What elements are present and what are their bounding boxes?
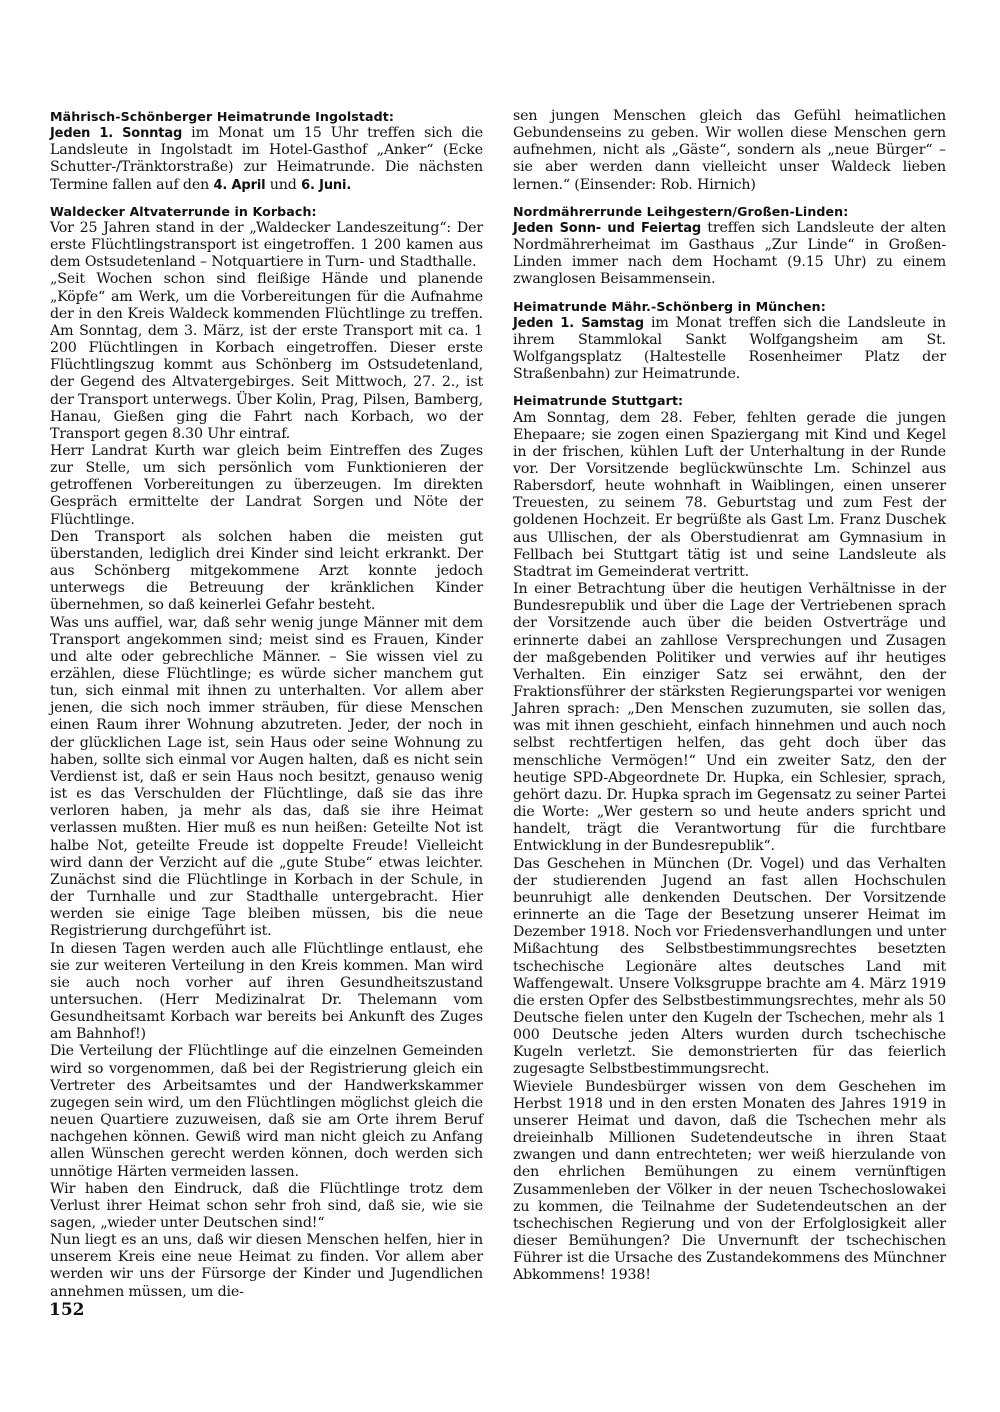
section-ingolstadt [50, 108, 483, 194]
lead-text: Jeden 1. Sonntag [50, 126, 183, 142]
paragraph: Den Transport als solchen haben die meisten gut überstanden, lediglich drei Kinder sind leicht erkrankt. Der aus Schönberg mitgekommene Arzt konnte jedoch unterwegs die Betreuung der kränklichen Kinder übernehmen, so daß keinerlei Gefahr besteht. [50, 528, 483, 614]
paragraph: „Seit Wochen schon sind fleißige Hände und planende „Köpfe“ am Werk, um die Vorbereitungen für die Aufnahme der in den Kreis Waldeck kommenden Flüchtlinge zu treffen. Am Sonntag, dem 3. März, ist der erste Transport mit ca. 1 200 Flüchtlingen in Korbach eingetroffen. Dieser erste Flüchtlingszug kommt aus Schönberg im Ostsudetenland, der Gegend des Altvatergebirges. Seit Mittwoch, 27. 2., ist der Transport unterwegs. Über Kolin, Prag, Pilsen, Bamberg, Hanau, Gießen ging die Fahrt nach Korbach, wo der Transport gegen 8.30 Uhr eintraf. [50, 271, 483, 442]
section-heading: Heimatrunde Stuttgart: [513, 393, 684, 409]
paragraph: Das Geschehen in München (Dr. Vogel) und das Verhalten der studierenden Jugend an fast allen Hochschulen beunruhigt alle denkenden Deutschen. Der Vorsitzende erinnerte an die Tage der Besetzung unserer Heimat im Dezember 1918. Noch vor Friedensverhandlungen und unter Mißachtung des Selbstbestimmungsrechtes besetzten tschechische Legionäre altes deutsches Land mit Waffengewalt. Unsere Volksgruppe brachte am 4. März 1919 die ersten Opfer des Selbstbestimmungsrechtes, mehr als 50 Deutsche fielen unter den Kugeln der Tschechen, mehr als 1 000 Deutsche jeden Alters wurden durch tschechische Kugeln verletzt. Sie demonstrierten für das feierlich zugesagte Selbstbestimmungsrecht. [513, 855, 946, 1078]
section-body: Jeden Sonn- und Feiertag treffen sich Landsleute der alten Nordmährerheimat im Gasthaus „Zur Linde“ in Großen-Linden immer nach dem Hochamt (9.15 Uhr) zu einem zwanglosen Beisammensein. [513, 219, 947, 288]
lead-text: Jeden Sonn- und Feiertag [513, 220, 701, 236]
left-column [50, 108, 483, 1301]
paragraph: Die Verteilung der Flüchtlinge auf die einzelnen Gemeinden wird so vorgenommen, daß bei der Registrierung gleich ein Vertreter des Arbeitsamtes und der Handwerkskammer zugegen sein wird, um den Flüchtlingen möglichst gleich die neuen Quartiere zuzuweisen, daß sie am Orte ihrem Beruf nachgehen können. Gewiß wird man nicht gleich zu Anfang allen Wünschen gerecht werden können, doch werden sich unnötige Härten vermeiden lassen. [50, 1043, 483, 1180]
paragraph: Herr Landrat Kurth war gleich beim Eintreffen des Zuges zur Stelle, um sich persönlich vom Funktionieren der getroffenen Vorbereitungen zu überzeugen. Im direkten Gespräch ermittelte der Landrat Sorgen und Nöte der Flüchtlinge. [50, 442, 483, 528]
section-muenchen [513, 298, 946, 384]
date-highlight: 6. Juni. [301, 177, 352, 193]
section-heading: Heimatrunde Mähr.-Schönberg in München: [513, 298, 826, 314]
date-highlight: 4. April [213, 177, 266, 193]
paragraph: Am Sonntag, dem 28. Feber, fehlten gerade die jungen Ehepaare; sie zogen einen Spaziergang mit Kind und Kegel in der frischen, kühlen Luft der Unterhaltung in der Runde vor. Der Vorsitzende beglückwünschte Lm. Schinzel aus Rabersdorf, heute wohnhaft in Waiblingen, einen unserer Treuesten, zu seinem 78. Geburtstag und zum Fest der goldenen Hochzeit. Er begrüßte als Gast Lm. Franz Duschek aus Ullischen, der als Oberstudienrat am Gymnasium in Fellbach bei Stuttgart tätig ist und seine Landsleute als Stadtrat im Gemeinderat vertritt. [513, 409, 946, 580]
paragraph-continuation: sen jungen Menschen gleich das Gefühl heimatlichen Gebundenseins zu geben. Wir wollen diese Menschen gern aufnehmen, nicht als „Gäste“, sondern als „neue Bürger“ – sie aber werden dann vielleicht unser Waldeck lieben lernen.“ (Einsender: Rob. Hirnich) [513, 108, 946, 193]
lead-text: Jeden 1. Samstag [513, 315, 644, 331]
section-heading: Waldecker Altvaterrunde in Korbach: [50, 203, 317, 219]
paragraph: Wir haben den Eindruck, daß die Flüchtlinge trotz dem Verlust ihrer Heimat schon sehr froh sind, daß sie, wie sie sagen, „wieder unter Deutschen sind!“ [50, 1180, 483, 1231]
section-korbach [50, 203, 483, 1301]
right-column [513, 108, 946, 1284]
section-grossen-linden [513, 203, 946, 289]
section-heading: Nordmährerrunde Leihgestern/Großen-Linden: [513, 203, 849, 219]
paragraph: Was uns auffiel, war, daß sehr wenig junge Männer mit dem Transport angekommen sind; meist sind es Frauen, Kinder und alte oder gebrechliche Männer. – Sie wissen viel zu erzählen, diese Flüchtlinge; es würde sicher manchem gut tun, sich einmal mit ihnen zu unterhalten. Vor allem aber jenen, die sich noch immer sträuben, für diese Menschen einen Raum ihrer Wohnung abzutreten. Jeder, der noch in der glücklichen Lage ist, sein Haus oder seine Wohnung zu haben, sollte sich einmal vor Augen halten, daß es nicht sein Verdienst ist, daß er sein Haus noch besitzt, genauso wenig ist es das Verschulden der Flüchtlinge, daß sie das ihre verloren haben, ja mehr als das, daß sie ihre Heimat verlassen mußten. Hier muß es nun heißen: Geteilte Not ist halbe Not, geteilte Freude ist doppelte Freude! Vielleicht wird dann der Verzicht auf die „gute Stube“ etwas leichter. Zunächst sind die Flüchtlinge in Korbach in der Schule, in der Turnhalle und zur Stadthalle untergebracht. Hier werden sie einige Tage bleiben müssen, bis die neue Registrierung durchgeführt ist. [50, 614, 483, 940]
section-stuttgart [513, 392, 946, 1284]
paragraph: In einer Betrachtung über die heutigen Verhältnisse in der Bundesrepublik und über die Lage der Vertriebenen sprach der Vorsitzende auch über die beiden Ostverträge und erinnerte dabei an zahllose Versprechungen und Zusagen der maßgebenden Politiker und verwies auf ihr heutiges Verhalten. Ein einziger Satz sei erwähnt, den der Fraktionsführer der stärksten Regierungspartei vor wenigen Jahren sprach: „Den Menschen zuzumuten, sie sollen das, was mit ihnen geschieht, einfach hinnehmen und auch noch selbst rechtfertigen helfen, das geht doch über das menschliche Vermögen!“ Und ein zweiter Satz, den der heutige SPD-Abgeordnete Dr. Hupka, ein Schlesier, sprach, gehört dazu. Dr. Hupka sprach im Gegensatz zu seiner Partei die Worte: „Wer gestern so und heute anders spricht und handelt, trägt die Verantwortung für die furchtbare Entwicklung in der Bundesrepublik“. [513, 581, 946, 855]
page-number: 152 [49, 1300, 85, 1320]
paragraph: In diesen Tagen werden auch alle Flüchtlinge entlaust, ehe sie zur weiteren Verteilung in den Kreis kommen. Man wird sie auch noch vorher auf ihren Gesundheitszustand untersuchen. (Herr Medizinalrat Dr. Thelemann vom Gesundheitsamt Korbach war bereits bei Ankunft des Zuges am Bahnhof!) [50, 940, 483, 1043]
section-heading: Mährisch-Schönberger Heimatrunde Ingolstadt: [50, 109, 394, 124]
paragraph: Nun liegt es an uns, daß wir diesen Menschen helfen, hier in unserem Kreis eine neue Heimat zu finden. Vor allem aber werden wir uns der Fürsorge der Kinder und Jugendlichen annehmen müssen, um die- [50, 1232, 483, 1300]
paragraph: Wieviele Bundesbürger wissen von dem Geschehen im Herbst 1918 und in den ersten Monaten des Jahres 1919 in unserer Heimat und davon, daß die Tschechen mehr als dreieinhalb Millionen Sudetendeutsche in ihren Staat zwangen und dann entrechteten; wer weiß hierzulande von den ehrlichen Bemühungen zu einem vernünftigen Zusammenleben der Völker in der neuen Tschechoslowakei zu kommen, die Teilnahme der Sudetendeutschen an der tschechischen Regierung und von der Erfolglosigkeit aller dieser Bemühungen? Die Unvernunft der tschechischen Führer ist die Ursache des Zustandekommens des Münchner Abkommens! 1938! [513, 1078, 946, 1284]
paragraph: Vor 25 Jahren stand in der „Waldecker Landeszeitung“: Der erste Flüchtlingstransport ist eingetroffen. 1 200 kamen aus dem Ostsudetenland – Notquartiere in Turn- und Stadthalle. [50, 219, 483, 271]
section-body: Jeden 1. Sonntag im Monat um 15 Uhr treffen sich die Landsleute in Ingolstadt im Hotel-Gasthof „Anker“ (Ecke Schutter-/Tränktorstraße) zur Heimatrunde. Die nächsten Termine fallen auf den 4. April und 6. Juni. [50, 125, 484, 193]
section-body: Jeden 1. Samstag im Monat treffen sich die Landsleute in ihrem Stammlokal Sankt Wolfgangsheim am St. Wolfgangsplatz (Haltestelle Rosenheimer Platz der Straßenbahn) zur Heimatrunde. [513, 314, 946, 383]
